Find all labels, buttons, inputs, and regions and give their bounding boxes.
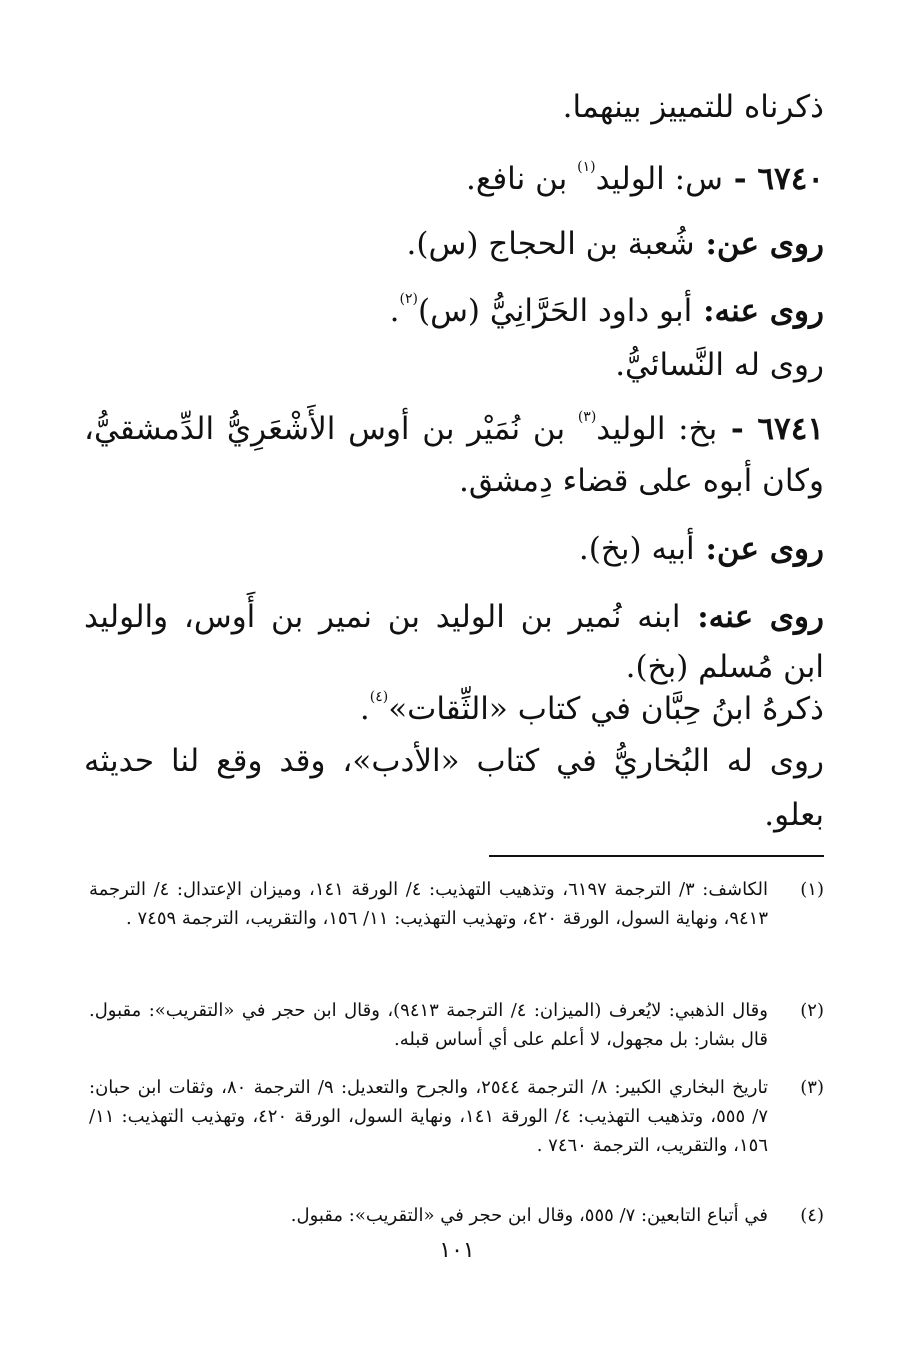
entry-6741-heading [84,410,824,449]
footnote-ref: (١) [577,159,596,175]
rawa-lahu-line-2-cont: بعلو. [764,797,824,833]
rawa-anhu-line-2-cont: ابن مُسلم (بخ). [625,649,824,685]
entry-name-rest: بن نُمَيْر بن أوس الأَشْعَرِيُّ الدِّمشقيُّ، [84,411,578,447]
footnote-text: الكاشف: ٣/ الترجمة ٦١٩٧، وتذهيب التهذيب: ٤/ الورقة ١٤١، وميزان الإعتدال: ٤/ الترجمة ٩٤١٣، ونهاية السول، الورقة ٤٢٠، وتهذيب التهذيب: ١١/ ١٥٦، والتقريب، الترجمة ٧٤٥٩ . [89,879,768,929]
rawa-an-line-2 [84,530,824,569]
footnote-3 [89,1074,824,1160]
footnote-number: (٣) [800,1077,824,1098]
footnote-4 [89,1202,824,1231]
rawa-an-value: أبيه (بخ). [578,531,695,567]
footnote-number: (١) [800,879,824,900]
entry-name: س: الوليد [595,161,723,197]
rawa-an-value: شُعبة بن الحجاج (س). [406,226,695,262]
rawa-an-line-1 [84,225,824,264]
rawa-lahu-line-2: روى له البُخاريُّ في كتاب «الأدب»، وقد وقع لنا حديثه [84,743,824,779]
page-number: ١٠١ [439,1238,475,1263]
footnote-ref: (٤) [369,689,389,705]
rawa-anhu-label: روى عنه: [692,293,824,329]
rawa-an-label: روى عن: [694,226,824,262]
rawa-anhu-value: ابنه نُمير بن الوليد بن نمير بن أَوس، والوليد [84,599,681,635]
footnote-ref: (٢) [399,291,418,307]
entry-6741-cont: وكان أبوه على قضاء دِمشق. [459,463,824,499]
period: . [359,691,370,727]
rawa-anhu-line-1 [84,292,824,331]
period: . [389,293,400,329]
dhakarahu-line [84,690,824,729]
footnote-ref: (٣) [577,409,597,425]
body-line-1: ذكرناه للتمييز بينهما. [562,89,824,125]
footnote-text: تاريخ البخاري الكبير: ٨/ الترجمة ٢٥٤٤، والجرح والتعديل: ٩/ الترجمة ٨٠، وثقات ابن حبان: ٧/ ٥٥٥، وتذهيب التهذيب: ٤/ الورقة ١٤١، ونهاية السول، الورقة ٤٢٠، وتهذيب التهذيب: ١١/ ١٥٦، والتقريب، الترجمة ٧٤٦٠ . [89,1077,768,1156]
footnote-separator [489,855,824,857]
rawa-anhu-line-2 [84,598,824,637]
rawa-anhu-value: أبو داود الحَرَّانِيُّ (س) [417,293,693,329]
entry-6740-heading [84,160,824,199]
footnote-number: (٤) [800,1205,824,1226]
footnote-number: (٢) [800,1000,824,1021]
entry-number: ٦٧٤١ - [717,411,824,447]
rawa-an-label: روى عن: [694,531,824,567]
footnote-1 [89,876,824,934]
footnote-2 [89,997,824,1055]
dhakarahu-text: ذكرهُ ابنُ حِبَّان في كتاب «الثِّقات» [388,691,824,727]
rawa-anhu-label: روى عنه: [680,599,824,635]
entry-number: ٦٧٤٠ - [722,161,824,197]
rawa-lahu-line-1: روى له النَّسائيُّ. [615,347,824,383]
footnote-text: في أتباع التابعين: ٧/ ٥٥٥، وقال ابن حجر في «التقريب»: مقبول. [290,1205,768,1226]
footnote-text: وقال الذهبي: لايُعرف (الميزان: ٤/ الترجمة ٩٤١٣)، وقال ابن حجر في «التقريب»: مقبول. قال بشار: بل مجهول، لا أعلم على أي أساس قبله. [89,1000,768,1050]
entry-name: بخ: الوليد [596,411,718,447]
entry-name-rest: بن نافع. [465,161,578,197]
